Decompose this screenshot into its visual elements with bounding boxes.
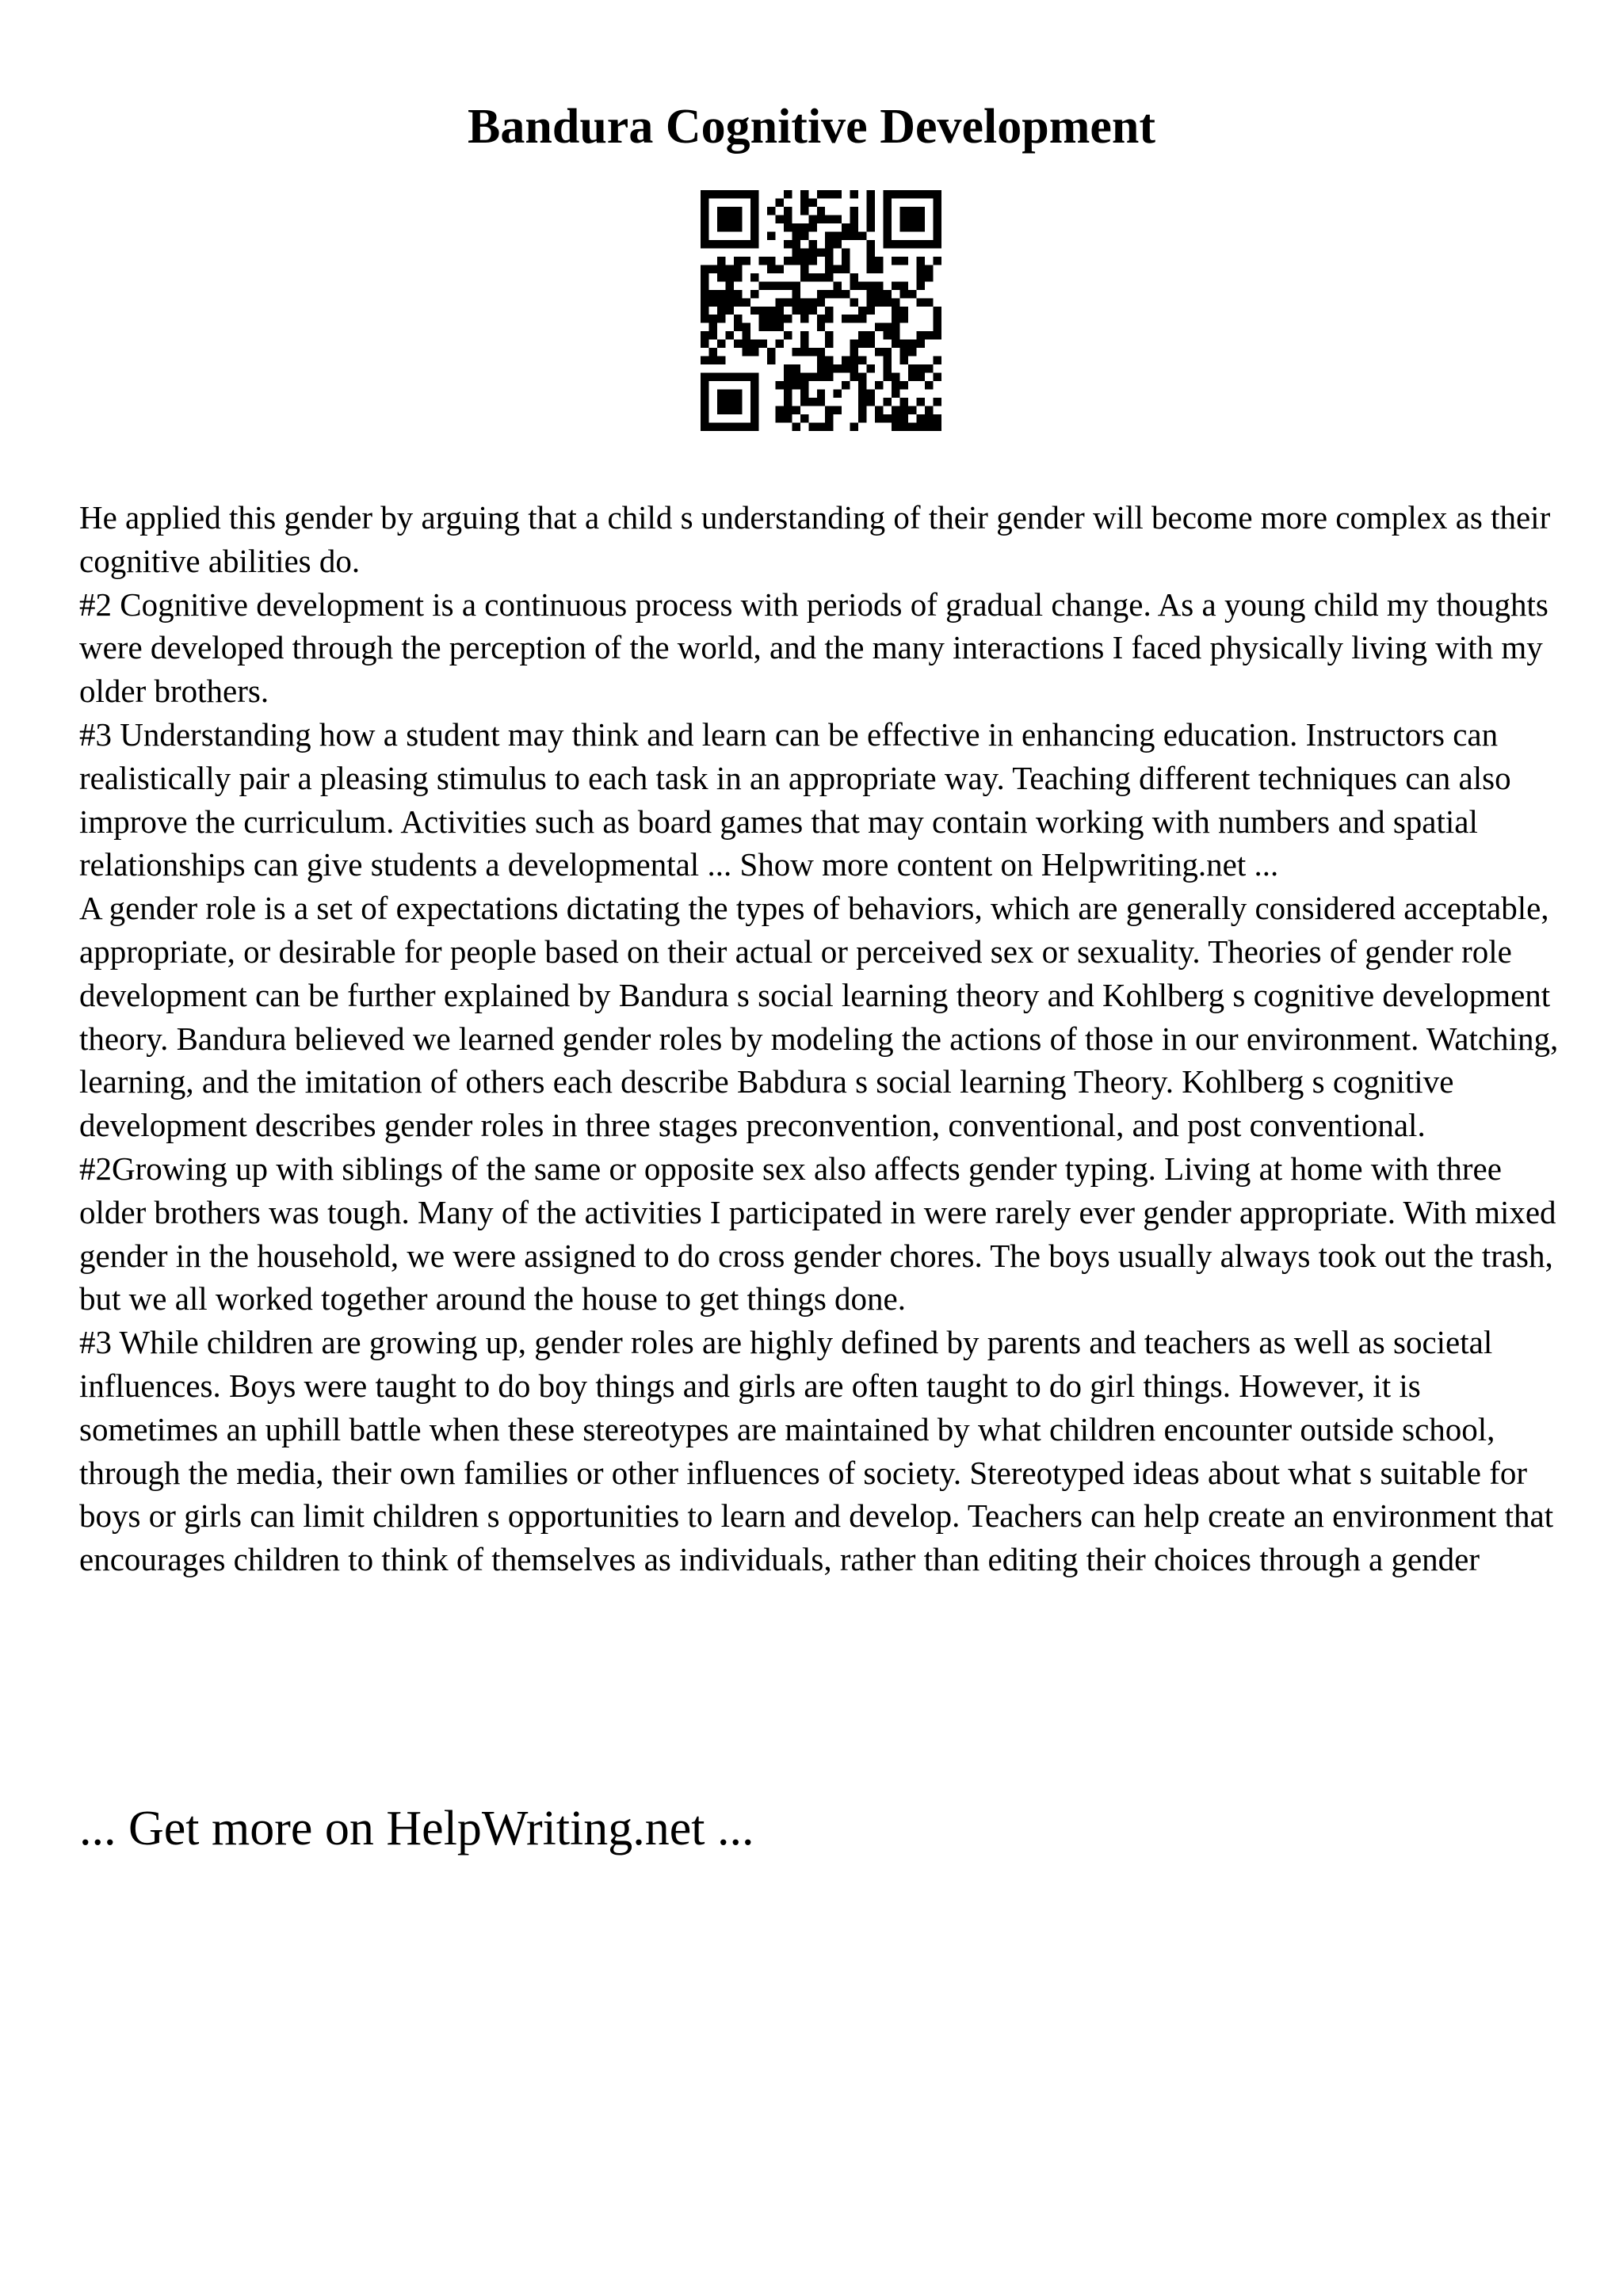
body-paragraph: #3 Understanding how a student may think and learn can be effective in enhancing education. Instructors can realistically pair a pleasing stimulus to each task in an appropriate way. Teaching different techniques can also improve the curriculum. Activities such as board games that may contain working with numbers and spatial relationships can give students a developmental ... Show more content on Helpwriting.net ... <box>79 715 1511 883</box>
document-title: Bandura Cognitive Development <box>468 100 1155 154</box>
body-paragraph: #2 Cognitive development is a continuous process with periods of gradual change. As a young child my thoughts were developed through the perception of the world, and the many interactions I faced physically living with my older brothers. <box>79 585 1549 710</box>
body-paragraph: #2Growing up with siblings of the same or opposite sex also affects gender typing. Living at home with three older brothers was tough. Many of the activities I participated in were rarely ever gender appropriate. With mixed gender in the household, we were assigned to do cross gender chores. The boys usually always took out the trash, but we all worked together around the house to get things done. <box>79 1150 1556 1318</box>
body-paragraph: He applied this gender by arguing that a child s understanding of their gender will become more complex as their cognitive abilities do. <box>79 499 1551 579</box>
qr-code <box>701 190 941 431</box>
document-body <box>79 496 1561 1581</box>
body-paragraph: #3 While children are growing up, gender roles are highly defined by parents and teachers as well as societal influences. Boys were taught to do boy things and girls are often taught to do girl things. However, it is sometimes an uphill battle when these stereotypes are maintained by what children encounter outside school, through the media, their own families or other influences of society. Stereotyped ideas about what s suitable for boys or girls can limit children s opportunities to learn and develop. Teachers can help create an environment that encourages children to think of themselves as individuals, rather than editing their choices through a gender <box>79 1324 1554 1578</box>
body-paragraph: A gender role is a set of expectations dictating the types of behaviors, which are generally considered acceptable, appropriate, or desirable for people based on their actual or perceived sex or sexuality. Theories of gender role development can be further explained by Bandura s social learning theory and Kohlberg s cognitive development theory. Bandura believed we learned gender roles by modeling the actions of those in our environment. Watching, learning, and the imitation of others each describe Babdura s social learning Theory. Kohlberg s cognitive development describes gender roles in three stages preconvention, conventional, and post conventional. <box>79 890 1559 1144</box>
footer-link[interactable]: ... Get more on HelpWriting.net ... <box>79 1802 754 1855</box>
